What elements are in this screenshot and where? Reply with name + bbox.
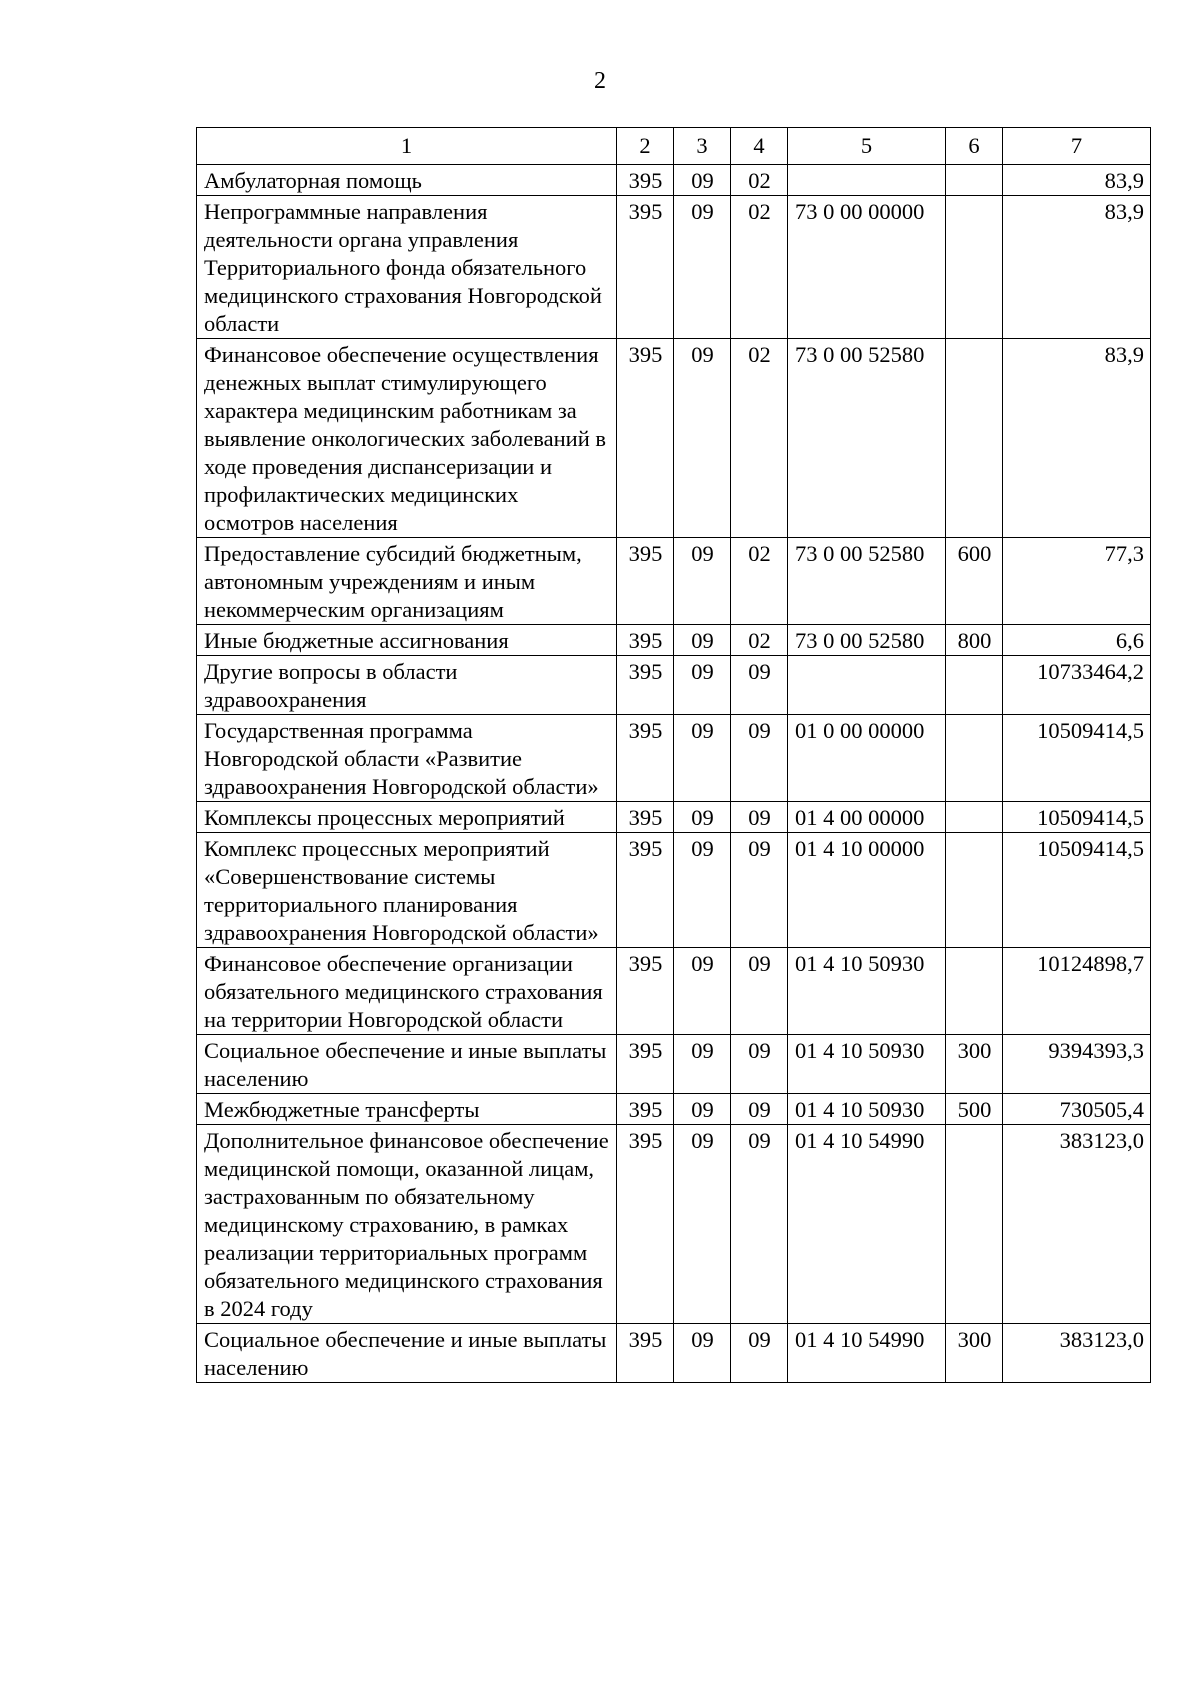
row-c2: 395 [617,1094,674,1125]
row-c7: 730505,4 [1003,1094,1151,1125]
row-c4: 09 [731,833,788,948]
row-c3: 09 [674,715,731,802]
header-cell-1: 1 [197,128,617,165]
row-c5: 01 4 00 00000 [788,802,946,833]
row-c2: 395 [617,948,674,1035]
row-c6: 300 [946,1035,1003,1094]
row-c3: 09 [674,1324,731,1383]
row-c3: 09 [674,656,731,715]
row-c7: 383123,0 [1003,1125,1151,1324]
row-name: Дополнительное финансовое обеспечение медицинской помощи, оказанной лицам, застрахованным по обязательному медицинскому страхованию, в рамках реализации территориальных программ обязательного медицинского страхования в 2024 году [197,1125,617,1324]
row-c4: 09 [731,1324,788,1383]
row-c6: 600 [946,538,1003,625]
table-row [197,833,1151,948]
row-c6: 300 [946,1324,1003,1383]
row-name: Комплексы процессных мероприятий [197,802,617,833]
row-c4: 09 [731,948,788,1035]
table-row [197,196,1151,339]
row-c7: 10509414,5 [1003,802,1151,833]
table-row [197,802,1151,833]
row-c4: 09 [731,1094,788,1125]
row-c3: 09 [674,339,731,538]
table-row [197,1125,1151,1324]
row-c3: 09 [674,802,731,833]
row-c3: 09 [674,1035,731,1094]
row-name: Комплекс процессных мероприятий «Совершенствование системы территориального планирования здравоохранения Новгородской области» [197,833,617,948]
row-c3: 09 [674,1094,731,1125]
row-c3: 09 [674,165,731,196]
row-c6 [946,196,1003,339]
row-c5: 01 4 10 50930 [788,1035,946,1094]
row-name: Предоставление субсидий бюджетным, автономным учреждениям и иным некоммерческим организациям [197,538,617,625]
budget-table [196,127,1151,1383]
row-c4: 09 [731,715,788,802]
row-c4: 02 [731,625,788,656]
row-c2: 395 [617,715,674,802]
row-c2: 395 [617,625,674,656]
row-c7: 77,3 [1003,538,1151,625]
row-c5: 01 4 10 54990 [788,1125,946,1324]
row-c6: 500 [946,1094,1003,1125]
row-c7: 83,9 [1003,196,1151,339]
row-c2: 395 [617,1035,674,1094]
row-c7: 6,6 [1003,625,1151,656]
row-c2: 395 [617,339,674,538]
row-c7: 383123,0 [1003,1324,1151,1383]
header-cell-4: 4 [731,128,788,165]
row-c6 [946,339,1003,538]
row-c5 [788,656,946,715]
table-row [197,1035,1151,1094]
row-c2: 395 [617,165,674,196]
row-name: Социальное обеспечение и иные выплаты населению [197,1324,617,1383]
row-c6 [946,656,1003,715]
row-c5: 01 4 10 50930 [788,1094,946,1125]
row-c3: 09 [674,538,731,625]
header-cell-3: 3 [674,128,731,165]
row-c2: 395 [617,1125,674,1324]
row-name: Амбулаторная помощь [197,165,617,196]
row-c2: 395 [617,196,674,339]
row-c6 [946,165,1003,196]
row-c3: 09 [674,1125,731,1324]
row-c6 [946,715,1003,802]
row-c5: 73 0 00 00000 [788,196,946,339]
row-c2: 395 [617,656,674,715]
row-c5: 01 0 00 00000 [788,715,946,802]
page-number: 2 [594,68,606,94]
row-c7: 10509414,5 [1003,833,1151,948]
row-c6 [946,1125,1003,1324]
table-row [197,948,1151,1035]
row-c5: 01 4 10 54990 [788,1324,946,1383]
row-c5: 73 0 00 52580 [788,538,946,625]
row-name: Финансовое обеспечение организации обязательного медицинского страхования на территории Новгородской области [197,948,617,1035]
row-c6 [946,833,1003,948]
row-c7: 10124898,7 [1003,948,1151,1035]
row-c2: 395 [617,802,674,833]
row-c4: 09 [731,656,788,715]
table-row [197,339,1151,538]
row-name: Государственная программа Новгородской области «Развитие здравоохранения Новгородской области» [197,715,617,802]
row-c3: 09 [674,833,731,948]
row-name: Социальное обеспечение и иные выплаты населению [197,1035,617,1094]
header-cell-7: 7 [1003,128,1151,165]
row-c7: 9394393,3 [1003,1035,1151,1094]
row-name: Другие вопросы в области здравоохранения [197,656,617,715]
row-c3: 09 [674,948,731,1035]
table-row [197,625,1151,656]
row-c5: 01 4 10 00000 [788,833,946,948]
row-c3: 09 [674,625,731,656]
row-c4: 09 [731,802,788,833]
table-row [197,1324,1151,1383]
row-c4: 02 [731,339,788,538]
table-row [197,656,1151,715]
row-c4: 09 [731,1125,788,1324]
row-c6: 800 [946,625,1003,656]
row-c7: 10509414,5 [1003,715,1151,802]
row-c6 [946,802,1003,833]
row-c4: 09 [731,1035,788,1094]
row-name: Иные бюджетные ассигнования [197,625,617,656]
table-row [197,1094,1151,1125]
row-c5: 73 0 00 52580 [788,625,946,656]
row-c5: 73 0 00 52580 [788,339,946,538]
row-c5: 01 4 10 50930 [788,948,946,1035]
header-cell-5: 5 [788,128,946,165]
row-c3: 09 [674,196,731,339]
table-row [197,165,1151,196]
row-name: Финансовое обеспечение осуществления денежных выплат стимулирующего характера медицинским работникам за выявление онкологических заболеваний в ходе проведения диспансеризации и профилактических медицинских осмотров населения [197,339,617,538]
row-c4: 02 [731,538,788,625]
row-c4: 02 [731,165,788,196]
header-cell-6: 6 [946,128,1003,165]
header-cell-2: 2 [617,128,674,165]
row-c6 [946,948,1003,1035]
row-c2: 395 [617,1324,674,1383]
table-row [197,538,1151,625]
row-c4: 02 [731,196,788,339]
table-header-row [197,128,1151,165]
table-row [197,715,1151,802]
row-name: Непрограммные направления деятельности органа управления Территориального фонда обязательного медицинского страхования Новгородской области [197,196,617,339]
row-c7: 83,9 [1003,339,1151,538]
row-name: Межбюджетные трансферты [197,1094,617,1125]
row-c2: 395 [617,833,674,948]
row-c7: 10733464,2 [1003,656,1151,715]
row-c2: 395 [617,538,674,625]
row-c7: 83,9 [1003,165,1151,196]
row-c5 [788,165,946,196]
